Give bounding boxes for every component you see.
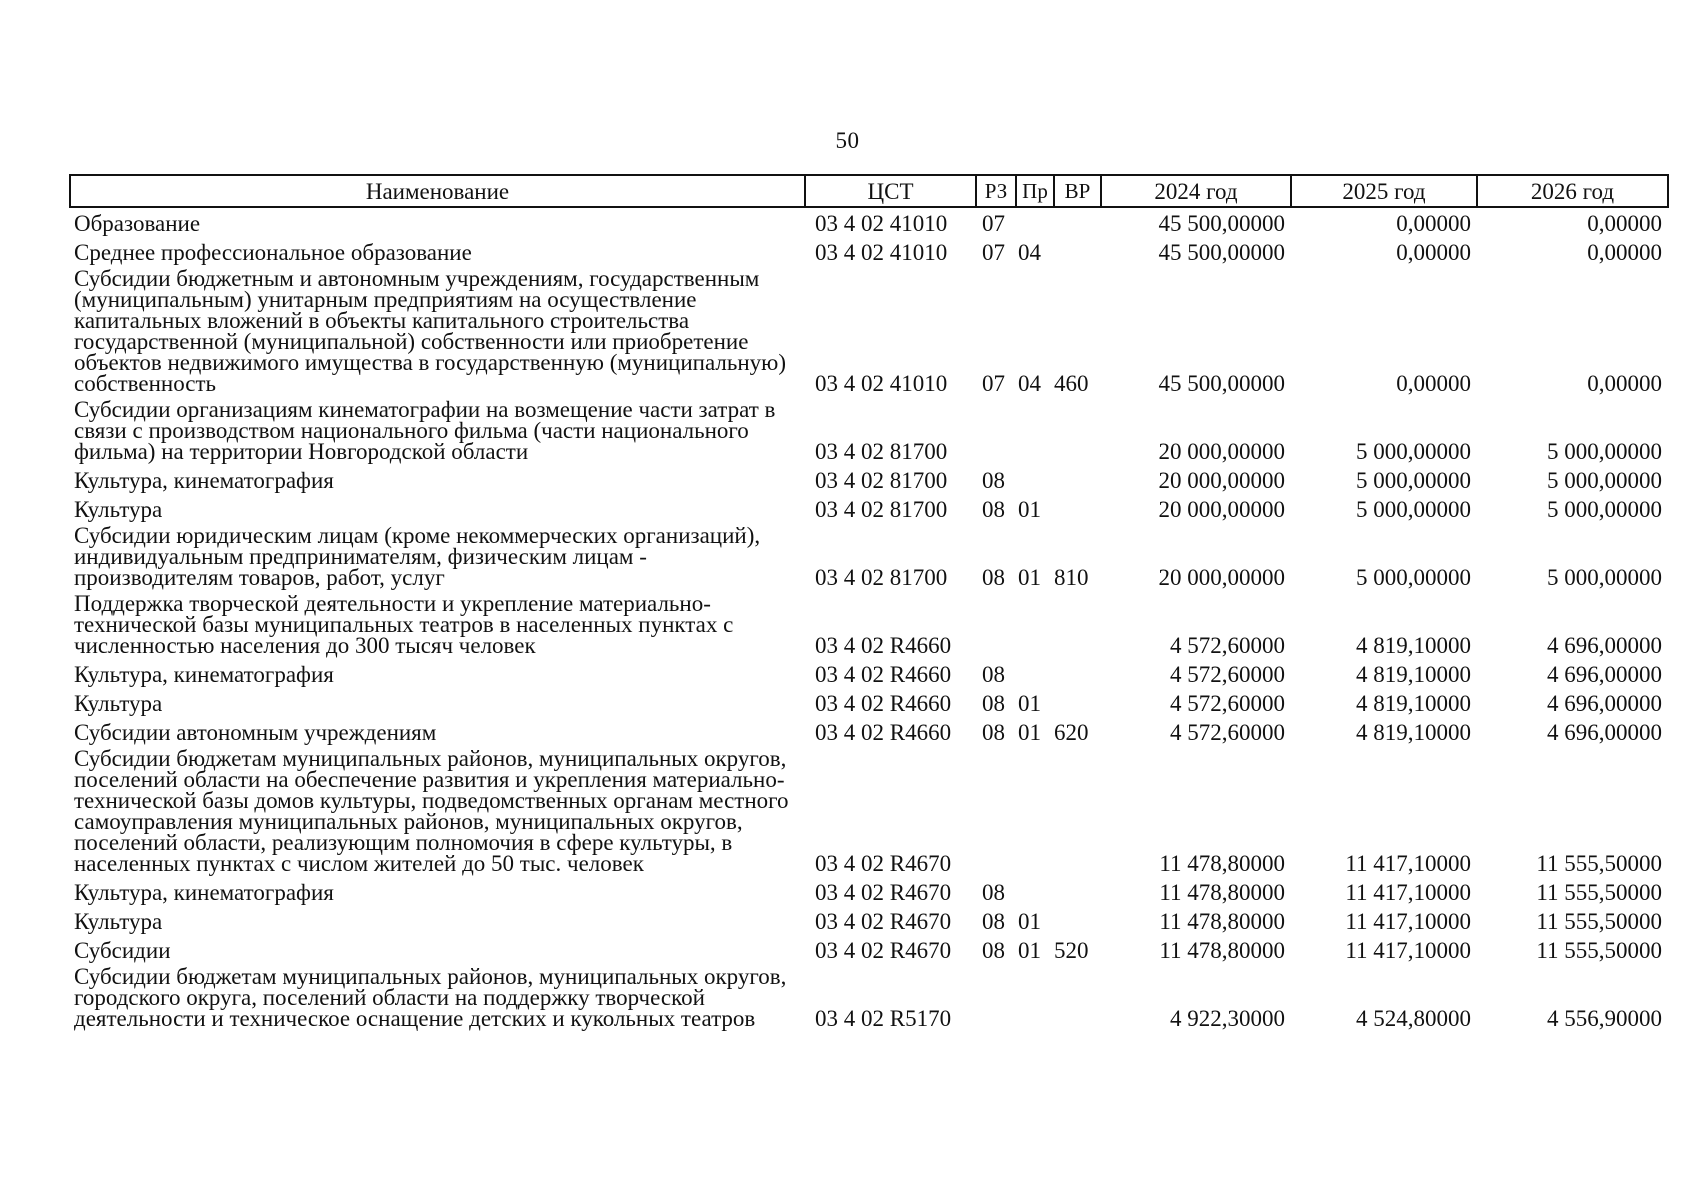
row-pr: 01 [1018,691,1041,716]
row-cst: 03 4 02 R4660 [815,662,952,687]
row-2024: 4 922,30000 [1170,1006,1285,1031]
row-pr [1016,659,1054,688]
row-2026: 4 696,00000 [1547,691,1662,716]
row-name: Культура, кинематография [74,468,334,493]
table-row [70,659,1668,688]
header-pr: Пр [1016,175,1054,207]
row-cst: 03 4 02 R5170 [815,1006,952,1031]
row-vr [1054,207,1101,237]
row-pr [1016,397,1054,465]
row-2025: 5 000,00000 [1356,497,1471,522]
table-row [70,397,1668,465]
row-2024: 4 572,60000 [1170,633,1285,658]
row-2025: 4 819,10000 [1356,720,1471,745]
row-2026: 5 000,00000 [1547,565,1662,590]
row-name: Культура [74,497,163,522]
row-rz: 08 [982,909,1005,934]
row-pr: 01 [1018,720,1041,745]
row-cst: 03 4 02 81700 [815,468,948,493]
row-name: Субсидии юридическим лицам (кроме некоммерческих организаций), индивидуальным предпринимателям, физическим лицам - производителям товаров, работ, услуг [74,523,761,590]
row-2024: 20 000,00000 [1158,468,1285,493]
row-rz: 07 [982,371,1005,396]
row-pr [1016,465,1054,494]
row-rz: 08 [982,662,1005,687]
row-name: Среднее профессиональное образование [74,240,472,265]
header-2024: 2024 год [1101,175,1291,207]
table-row [70,523,1668,591]
row-vr [1054,906,1101,935]
row-cst: 03 4 02 81700 [815,497,948,522]
row-vr: 620 [1054,720,1089,745]
row-2025: 4 524,80000 [1356,1006,1471,1031]
row-2026: 11 555,50000 [1536,938,1662,963]
row-name: Субсидии организациям кинематографии на возмещение части затрат в связи с производством национального фильма (части национального фильма) на территории Новгородской области [74,397,776,464]
row-pr: 01 [1018,938,1041,963]
row-vr: 460 [1054,371,1089,396]
row-cst: 03 4 02 R4660 [815,691,952,716]
row-pr: 04 [1018,371,1041,396]
row-vr [1054,237,1101,266]
row-vr [1054,964,1101,1032]
row-name: Субсидии [74,938,171,963]
row-cst: 03 4 02 81700 [815,439,948,464]
row-vr [1054,397,1101,465]
row-2025: 4 819,10000 [1356,662,1471,687]
row-cst: 03 4 02 81700 [815,565,948,590]
table-row [70,207,1668,237]
row-2026: 0,00000 [1587,240,1662,265]
row-name: Субсидии автономным учреждениям [74,720,437,745]
row-vr [1054,465,1101,494]
row-rz: 08 [982,938,1005,963]
row-cst: 03 4 02 41010 [815,240,948,265]
row-vr [1054,877,1101,906]
row-pr: 01 [1018,497,1041,522]
row-2026: 5 000,00000 [1547,439,1662,464]
row-2024: 20 000,00000 [1158,439,1285,464]
row-vr [1054,688,1101,717]
row-cst: 03 4 02 R4670 [815,851,952,876]
row-pr [1016,591,1054,659]
row-rz: 08 [982,691,1005,716]
row-2024: 11 478,80000 [1159,909,1285,934]
row-2026: 5 000,00000 [1547,497,1662,522]
row-2025: 5 000,00000 [1356,439,1471,464]
row-rz [976,746,1016,877]
table-row [70,906,1668,935]
table-row [70,877,1668,906]
row-name: Культура [74,691,163,716]
table-row [70,266,1668,397]
budget-table [69,174,1669,1032]
row-rz: 08 [982,720,1005,745]
table-row [70,688,1668,717]
row-2024: 11 478,80000 [1159,880,1285,905]
row-pr [1016,746,1054,877]
row-cst: 03 4 02 R4670 [815,880,952,905]
row-2026: 4 696,00000 [1547,720,1662,745]
row-2024: 45 500,00000 [1158,240,1285,265]
row-2025: 4 819,10000 [1356,691,1471,716]
row-cst: 03 4 02 R4670 [815,938,952,963]
row-2024: 20 000,00000 [1158,565,1285,590]
row-vr: 810 [1054,565,1089,590]
row-vr [1054,659,1101,688]
header-row [70,175,1668,207]
header-2026: 2026 год [1477,175,1668,207]
header-name: Наименование [70,175,805,207]
row-2026: 4 556,90000 [1547,1006,1662,1031]
table-body [70,207,1668,1032]
row-name: Культура, кинематография [74,662,334,687]
row-2025: 0,00000 [1396,240,1471,265]
row-2025: 5 000,00000 [1356,468,1471,493]
row-vr [1054,591,1101,659]
row-name: Субсидии бюджетным и автономным учреждениям, государственным (муниципальным) унитарным предприятиям на осуществление капитальных вложений в объекты капитального строительства государственной (муниципальной) собственности или приобретение объектов недвижимого имущества в государственную (муниципальную) собственность [74,266,786,396]
row-2026: 11 555,50000 [1536,851,1662,876]
row-2026: 4 696,00000 [1547,662,1662,687]
table-row [70,465,1668,494]
row-2026: 0,00000 [1587,211,1662,236]
row-pr [1016,877,1054,906]
row-2024: 4 572,60000 [1170,691,1285,716]
row-vr: 520 [1054,938,1089,963]
row-rz: 08 [982,565,1005,590]
row-cst: 03 4 02 41010 [815,211,948,236]
row-rz: 07 [982,240,1005,265]
table-row [70,964,1668,1032]
row-name: Субсидии бюджетам муниципальных районов, муниципальных округов, поселений области на обеспечение развития и укрепления материально-технической базы домов культуры, подведомственных органам местного самоуправления муниципальных районов, муниципальных округов, поселений области, реализующим полномочия в сфере культуры, в населенных пунктах с числом жителей до 50 тыс. человек [74,746,789,876]
row-vr [1054,746,1101,877]
row-2025: 11 417,10000 [1345,851,1471,876]
row-2026: 11 555,50000 [1536,909,1662,934]
row-pr: 04 [1018,240,1041,265]
row-2026: 11 555,50000 [1536,880,1662,905]
table-row [70,935,1668,964]
header-2025: 2025 год [1291,175,1477,207]
table-row [70,494,1668,523]
row-2025: 0,00000 [1396,371,1471,396]
row-pr: 01 [1018,909,1041,934]
row-2026: 4 696,00000 [1547,633,1662,658]
row-2025: 11 417,10000 [1345,938,1471,963]
table-header [70,175,1668,207]
row-2025: 4 819,10000 [1356,633,1471,658]
row-rz [976,591,1016,659]
row-rz: 07 [982,211,1005,236]
row-name: Культура [74,909,163,934]
row-name: Поддержка творческой деятельности и укрепление материально-технической базы муниципальных театров в населенных пунктах с численностью населения до 300 тысяч человек [74,591,734,658]
row-cst: 03 4 02 R4660 [815,633,952,658]
row-2024: 45 500,00000 [1158,371,1285,396]
row-2024: 11 478,80000 [1159,938,1285,963]
header-vr: ВР [1054,175,1101,207]
row-2025: 0,00000 [1396,211,1471,236]
row-2025: 11 417,10000 [1345,880,1471,905]
row-pr [1016,964,1054,1032]
row-rz [976,964,1016,1032]
row-pr: 01 [1018,565,1041,590]
row-rz: 08 [982,497,1005,522]
row-2024: 11 478,80000 [1159,851,1285,876]
row-name: Образование [74,211,201,236]
row-2024: 45 500,00000 [1158,211,1285,236]
table-row [70,746,1668,877]
row-2026: 0,00000 [1587,371,1662,396]
row-rz: 08 [982,468,1005,493]
row-rz [976,397,1016,465]
row-2025: 5 000,00000 [1356,565,1471,590]
header-rz: РЗ [976,175,1016,207]
row-2025: 11 417,10000 [1345,909,1471,934]
table-row [70,717,1668,746]
table-row [70,237,1668,266]
row-vr [1054,494,1101,523]
row-cst: 03 4 02 R4670 [815,909,952,934]
row-2026: 5 000,00000 [1547,468,1662,493]
table-row [70,591,1668,659]
row-2024: 4 572,60000 [1170,720,1285,745]
row-cst: 03 4 02 R4660 [815,720,952,745]
row-pr [1016,207,1054,237]
page-number: 50 [835,128,860,153]
row-rz: 08 [982,880,1005,905]
row-2024: 20 000,00000 [1158,497,1285,522]
header-cst: ЦСТ [805,175,976,207]
row-cst: 03 4 02 41010 [815,371,948,396]
row-name: Субсидии бюджетам муниципальных районов, муниципальных округов, городского округа, поселений области на поддержку творческой деятельности и техническое оснащение детских и кукольных театров [74,964,787,1031]
row-2024: 4 572,60000 [1170,662,1285,687]
row-name: Культура, кинематография [74,880,334,905]
